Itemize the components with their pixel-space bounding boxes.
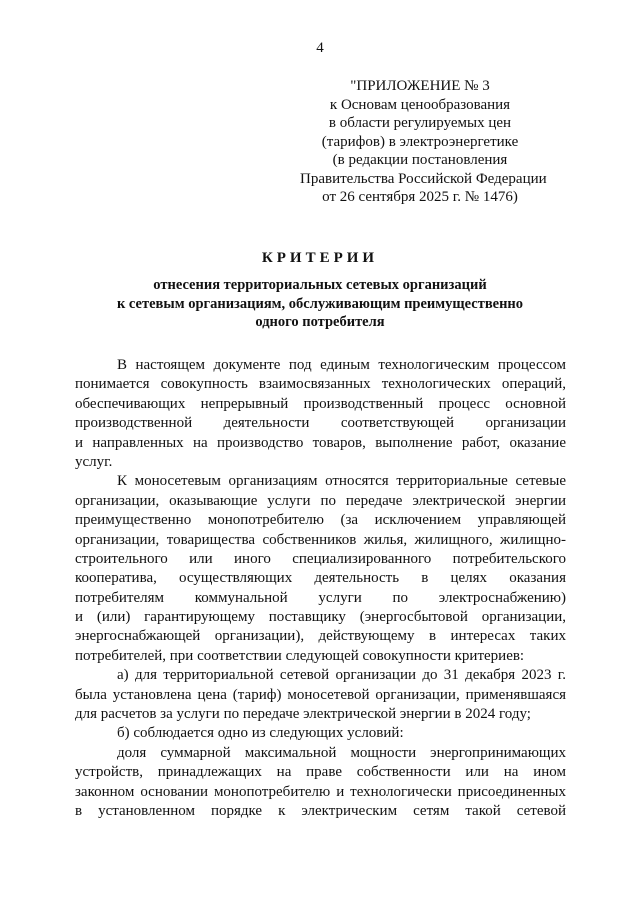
body-line: преимущественно монопотребителю (за исключением управляющей [75,512,566,529]
subtitle-line: отнесения территориальных сетевых организаций [153,277,487,293]
body-line: обеспечивающих непрерывный производственный процесс основной [75,395,566,412]
body-line: В настоящем документе под единым технологическим процессом [117,357,566,373]
appendix-line: Правительства Российской Федерации [300,170,547,187]
appendix-line: "ПРИЛОЖЕНИЕ № 3 [350,78,490,94]
body-line: организации, товарищества собственников жилья, жилищного, жилищно- [75,531,566,548]
subtitle-line: к сетевым организациям, обслуживающим преимущественно [116,295,524,312]
body-line: понимается совокупность взаимосвязанных технологических операций, [75,376,566,393]
document-body [75,356,566,821]
body-line: энергоснабжающей организации), действующему в интересах таких [75,628,566,645]
body-line: а) для территориальной сетевой организации до 31 декабря 2023 г. [117,667,566,684]
body-line: строительного или иного специализированного потребительского [75,550,566,567]
body-line: доля суммарной максимальной мощности энергопринимающих [117,744,566,761]
appendix-line: (тарифов) в электроэнергетике [321,133,519,150]
body-line: была установлена цена (тариф) моносетевой организации, применявшаяся [75,686,566,703]
body-line: К моносетевым организациям относятся территориальные сетевые [117,473,566,490]
appendix-header [300,77,547,207]
subtitle-line: одного потребителя [255,314,385,330]
body-line: законном основании монопотребителю и технологически присоединенных [75,783,566,800]
appendix-line: в области регулируемых цен [328,115,512,131]
body-line: и (или) гарантирующему поставщику (энергосбытовой организации, [75,609,566,626]
body-line: потребителей, при соответствии следующей совокупности критериев: [75,647,525,664]
appendix-line: к Основам ценообразования [329,96,511,113]
page-number: 4 [316,40,324,56]
appendix-line: (в редакции постановления [332,152,508,168]
body-line: устройств, принадлежащих на праве собственности или на ином [75,764,566,781]
body-line: производственной деятельности соответствующей организации [75,415,566,432]
document-title: КРИТЕРИИ [261,250,379,266]
appendix-line: от 26 сентября 2025 г. № 1476) [322,189,518,205]
body-line: и направленных на производство товаров, выполнение работ, оказание [75,434,566,451]
body-line: услуг. [75,453,113,470]
body-line: в установленном порядке к электрическим сетям такой сетевой [75,802,566,819]
body-line: кооператива, осуществляющих деятельность в целях оказания [75,570,566,587]
body-line: потребителям коммунальной услуги по электроснабжению) [75,589,566,606]
body-line: б) соблюдается одно из следующих условий: [117,725,404,742]
body-line: организации, оказывающие услуги по передаче электрической энергии [75,492,566,509]
document-subtitle [0,276,640,332]
body-line: для расчетов за услуги по передаче электрической энергии в 2024 году; [75,706,531,723]
